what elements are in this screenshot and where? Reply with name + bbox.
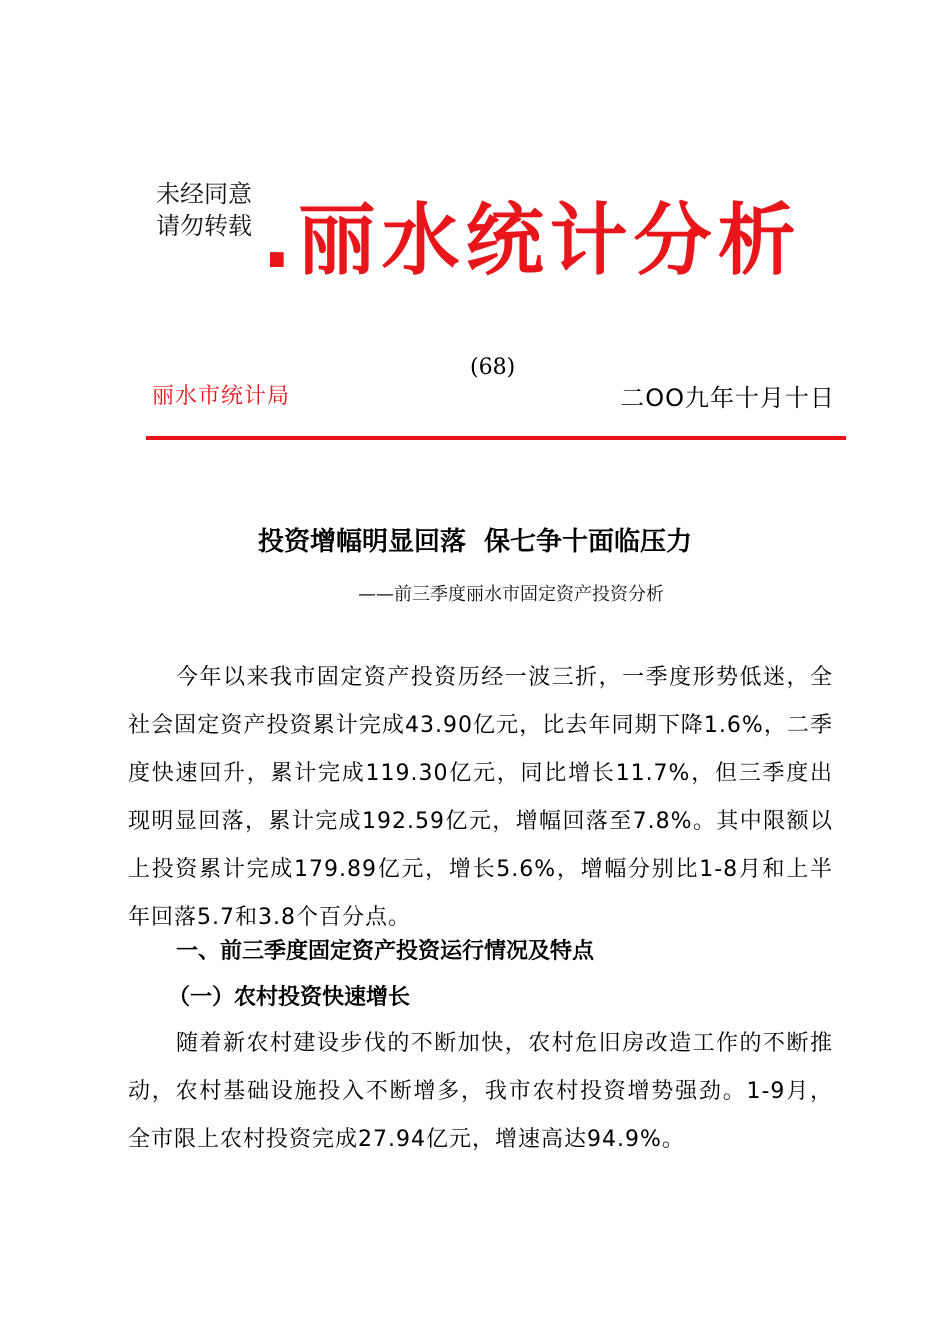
paragraph-rural-investment: 随着新农村建设步伐的不断加快，农村危旧房改造工作的不断推动，农村基础设施投入不断增多，我市农村投资增势强劲。1-9月，全市限上农村投资完成27.94亿元，增速高达94.9%。 xyxy=(128,1031,833,1152)
masthead-title: .丽水统计分析 xyxy=(262,196,802,286)
bureau-name: 丽水市统计局 xyxy=(152,384,291,409)
issue-date: 二OO九年十月十日 xyxy=(620,384,835,412)
header-divider xyxy=(146,436,846,440)
issue-number: (68) xyxy=(470,355,516,380)
article-title: 投资增幅明显回落 保七争十面临压力 xyxy=(257,527,693,557)
reprint-notice xyxy=(156,178,252,242)
subsection-heading: （一）农村投资快速增长 xyxy=(168,985,411,1010)
notice-line-1: 未经同意 xyxy=(156,180,252,208)
notice-line-2: 请勿转载 xyxy=(156,212,252,240)
paragraph-intro: 今年以来我市固定资产投资历经一波三折，一季度形势低迷，全社会固定资产投资累计完成43.90亿元，比去年同期下降1.6%，二季度快速回升，累计完成119.30亿元，同比增长11.7%，但三季度出现明显回落，累计完成192.59亿元，增幅回落至7.8%。其中限额以上投资累计完成179.89亿元，增长5.6%，增幅分别比1-8月和上半年回落5.7和3.8个百分点。 xyxy=(128,665,833,930)
article-subtitle: ——前三季度丽水市固定资产投资分析 xyxy=(358,584,664,605)
section-heading: 一、前三季度固定资产投资运行情况及特点 xyxy=(176,939,595,964)
